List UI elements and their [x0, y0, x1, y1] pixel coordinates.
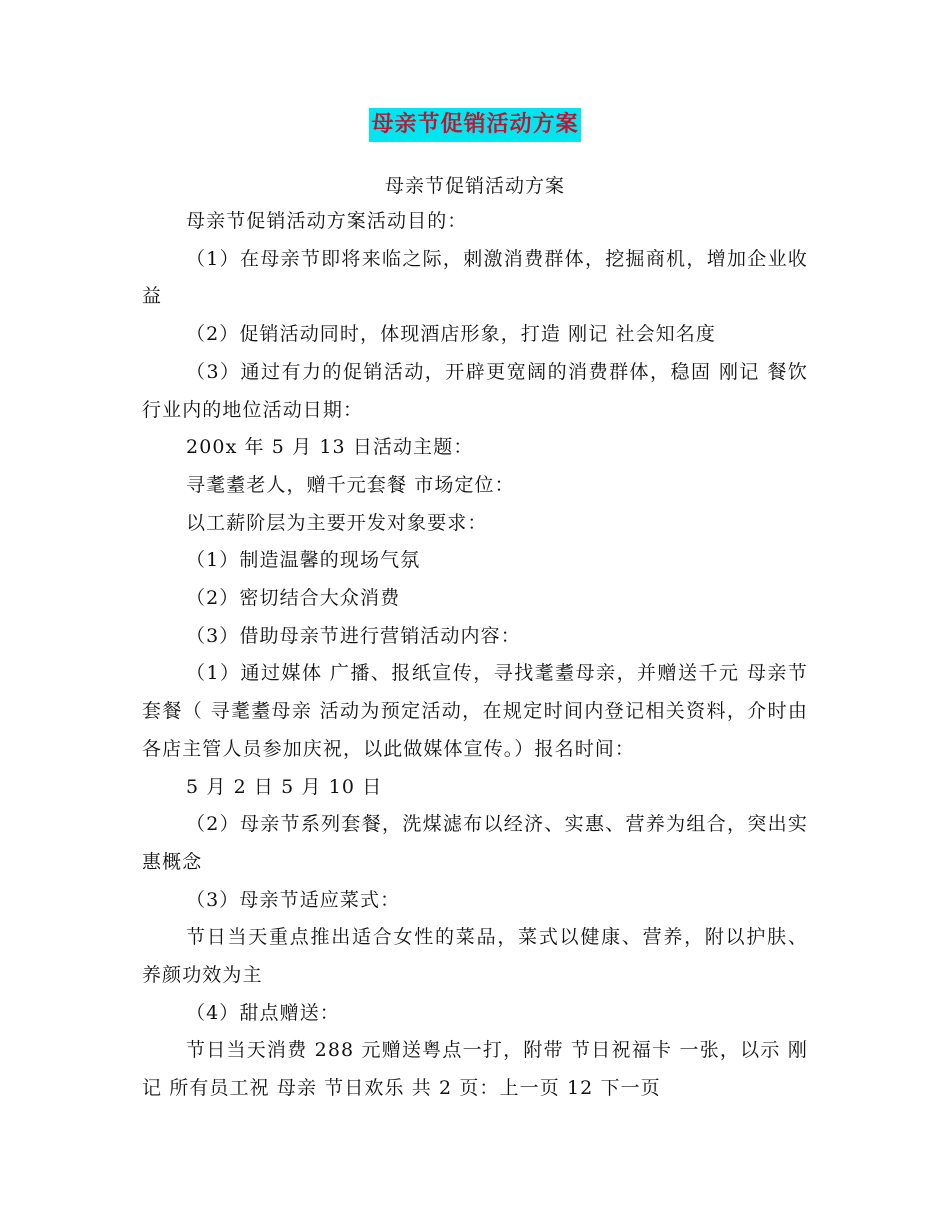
paragraph: 5 月 2 日 5 月 10 日	[186, 775, 383, 798]
document-body	[142, 203, 808, 1108]
paragraph: （2）促销活动同时，体现酒店形象，打造 刚记 社会知名度	[186, 323, 716, 346]
paragraph: 节日当天重点推出适合女性的菜品，菜式以健康、营养，附以护肤、养颜功效为主	[142, 926, 808, 987]
paragraph: （1）通过媒体 广播、报纸宣传，寻找耄耋母亲，并赠送千元 母亲节 套餐（ 寻耄耋母亲 活动为预定活动，在规定时间内登记相关资料，介时由各店主管人员参加庆祝，以此做媒体宣传。）报名时间：	[142, 662, 808, 760]
paragraph: （2）母亲节系列套餐，洗煤滤布以经济、实惠、营养为组合，突出实惠概念	[142, 813, 808, 873]
paragraph: （3）借助母亲节进行营销活动内容：	[186, 624, 521, 647]
paragraph: 节日当天消费 288 元赠送粤点一打，附带 节日祝福卡 一张，以示 刚记 所有员工祝 母亲 节日欢乐 共 2 页：上一页 12 下一页	[142, 1039, 808, 1100]
paragraph: （3）通过有力的促销活动，开辟更宽阔的消费群体，稳固 刚记 餐饮行业内的地位活动日期：	[142, 360, 808, 421]
document-title: 母亲节促销活动方案	[369, 108, 580, 142]
paragraph: 200x 年 5 月 13 日活动主题：	[186, 436, 474, 459]
paragraph: 母亲节促销活动方案活动目的：	[186, 210, 468, 232]
paragraph: （1）制造温馨的现场气氛	[186, 549, 421, 572]
paragraph: （3）母亲节适应菜式：	[186, 888, 401, 911]
document-subtitle: 母亲节促销活动方案	[384, 175, 565, 197]
paragraph: （2）密切结合大众消费	[186, 587, 401, 610]
paragraph: （4）甜点赠送：	[186, 1001, 340, 1024]
paragraph: 以工薪阶层为主要开发对象要求：	[186, 511, 488, 534]
paragraph: 寻耄耋老人，赠千元套餐 市场定位：	[186, 473, 515, 496]
paragraph: （1）在母亲节即将来临之际，刺激消费群体，挖掘商机，增加企业收益	[142, 247, 808, 308]
title-wrap	[0, 108, 950, 142]
